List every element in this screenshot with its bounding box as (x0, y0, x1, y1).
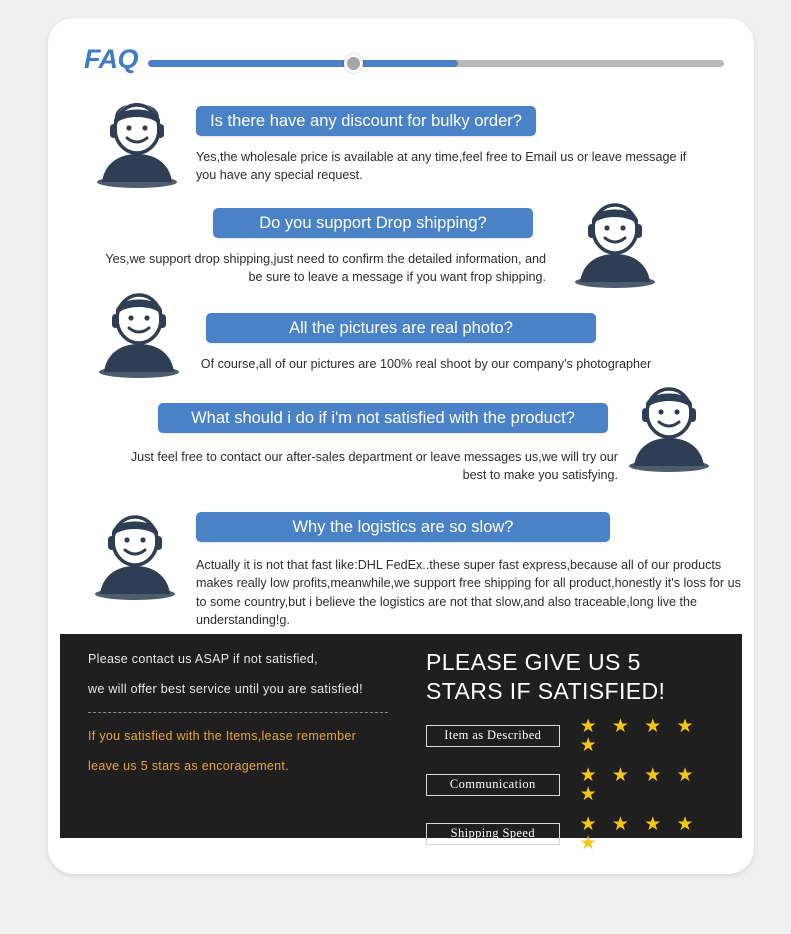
rating-row (426, 815, 726, 853)
footer-panel (60, 634, 742, 854)
faq-answer-2: Yes,we support drop shipping,just need to confirm the detailed information, and be sure to leave a message if you want frop shipping. (105, 252, 546, 285)
faq-answer-3: Of course,all of our pictures are 100% real shoot by our company's photographer (200, 357, 652, 371)
faq-question-2[interactable]: Do you support Drop shipping? (213, 208, 533, 238)
faq-answer-5: Actually it is not that fast like:DHL FedEx..these super fast express,because all of our products makes really low profits,meanwhile,we support free shipping for all product,honestly it's loss for us to some country,but i believe the logistics are not that slow,and also traceable,long live the understanding!g. (196, 558, 741, 627)
footer-rating-block (426, 648, 726, 853)
rating-row (426, 766, 726, 804)
faq-answer-4: Just feel free to contact our after-sales department or leave messages us,we will try our best to make you satisfying. (130, 450, 618, 483)
faq-question-1[interactable]: Is there have any discount for bulky order? (196, 106, 536, 136)
rating-stars-shipping-speed[interactable]: ★ ★ ★ ★ ★ (579, 813, 699, 854)
rating-headline-line-1: PLEASE GIVE US 5 (426, 649, 641, 675)
progress-bar-fill (148, 60, 458, 67)
footer-line-2: we will offer best service until you are satisfied! (88, 682, 363, 696)
faq-question-5[interactable]: Why the logistics are so slow? (196, 512, 610, 542)
support-agent-avatar (92, 508, 178, 600)
progress-bar-track[interactable] (148, 60, 724, 67)
footer-line-1: Please contact us ASAP if not satisfied, (88, 652, 318, 666)
rating-headline-line-2: STARS IF SATISFIED! (426, 677, 666, 704)
footer-divider (88, 712, 388, 713)
progress-bar-knob[interactable] (344, 54, 363, 73)
support-agent-avatar (572, 196, 658, 288)
footer-line-4: leave us 5 stars as encoragement. (88, 759, 289, 773)
rating-stars-communication[interactable]: ★ ★ ★ ★ ★ (579, 764, 699, 805)
support-agent-avatar (94, 96, 180, 188)
rating-label-shipping-speed: Shipping Speed (426, 823, 560, 845)
page-title: FAQ (84, 44, 139, 74)
footer-left-message (88, 652, 408, 789)
faq-question-3[interactable]: All the pictures are real photo? (206, 313, 596, 343)
footer-line-3: If you satisfied with the Items,lease remember (88, 729, 357, 743)
faq-answer-1: Yes,the wholesale price is available at any time,feel free to Email us or leave message if you have any special request. (196, 150, 687, 183)
faq-header (48, 36, 754, 80)
rating-stars-item-as-described[interactable]: ★ ★ ★ ★ ★ (579, 715, 699, 756)
rating-label-communication: Communication (426, 774, 560, 796)
rating-row (426, 717, 726, 755)
faq-card (48, 18, 754, 874)
support-agent-avatar (626, 380, 712, 472)
rating-label-item-as-described: Item as Described (426, 725, 560, 747)
faq-question-4[interactable]: What should i do if i'm not satisfied with the product? (158, 403, 608, 433)
